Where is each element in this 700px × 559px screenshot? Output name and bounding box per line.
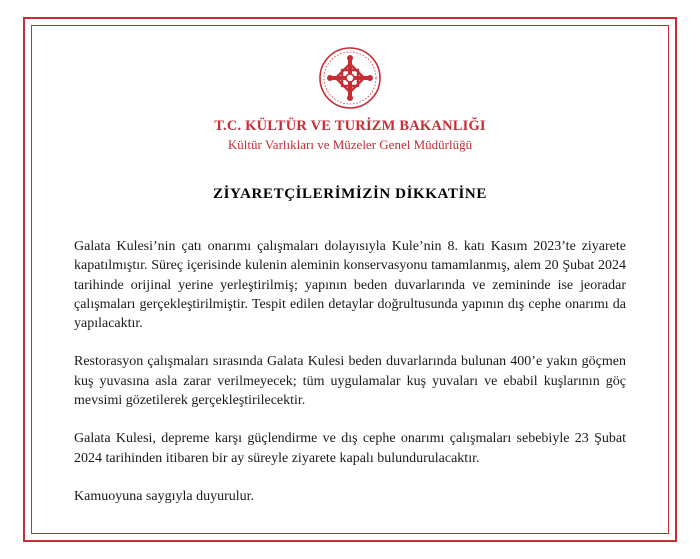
ministry-emblem-icon (318, 46, 382, 110)
notice-body (74, 237, 626, 525)
paragraph-announcement: Kamuoyuna saygıyla duyurulur. (74, 488, 255, 504)
notice-title: ZİYARETÇİLERİMİZİN DİKKATİNE (213, 186, 487, 202)
paragraph-tower-roof-repair: Galata Kulesi’nin çatı onarımı çalışmaları dolayısıyla Kule’nin 8. katı Kasım 2023’te ziyarete kapatılmıştır. Süreç içerisinde kulenin aleminin konservasyonu tamamlanmış, alem 20 Şubat 2024 tarihinde orijinal yerine yerleştirilmiş; yapının beden duvarlarında ve zemininde ise jeoradar çalışmaları gerçekleştirilmiştir. Tespit edilen detaylar doğrultusunda yapının dış cephe onarımı da yapılacaktır. (74, 239, 626, 332)
paragraph-bird-nests: Restorasyon çalışmaları sırasında Galata Kulesi beden duvarlarında bulunan 400’e yakın göçmen kuş yuvasına asla zarar verilmeyecek; tüm uygulamalar kuş yuvaları ve ebabil kuşlarının göç mevsimi gözetilerek gerçekleştirilecektir. (74, 354, 626, 409)
ministry-title: T.C. KÜLTÜR VE TURİZM BAKANLIĞI (214, 118, 486, 134)
paragraph-closure: Galata Kulesi, depreme karşı güçlendirme ve dış cephe onarımı çalışmaları sebebiyle 23 Şubat 2024 tarihinden itibaren bir ay süreyle ziyarete kapalı bulundurulacaktır. (74, 431, 626, 466)
directorate-subtitle: Kültür Varlıkları ve Müzeler Genel Müdürlüğü (227, 137, 473, 152)
